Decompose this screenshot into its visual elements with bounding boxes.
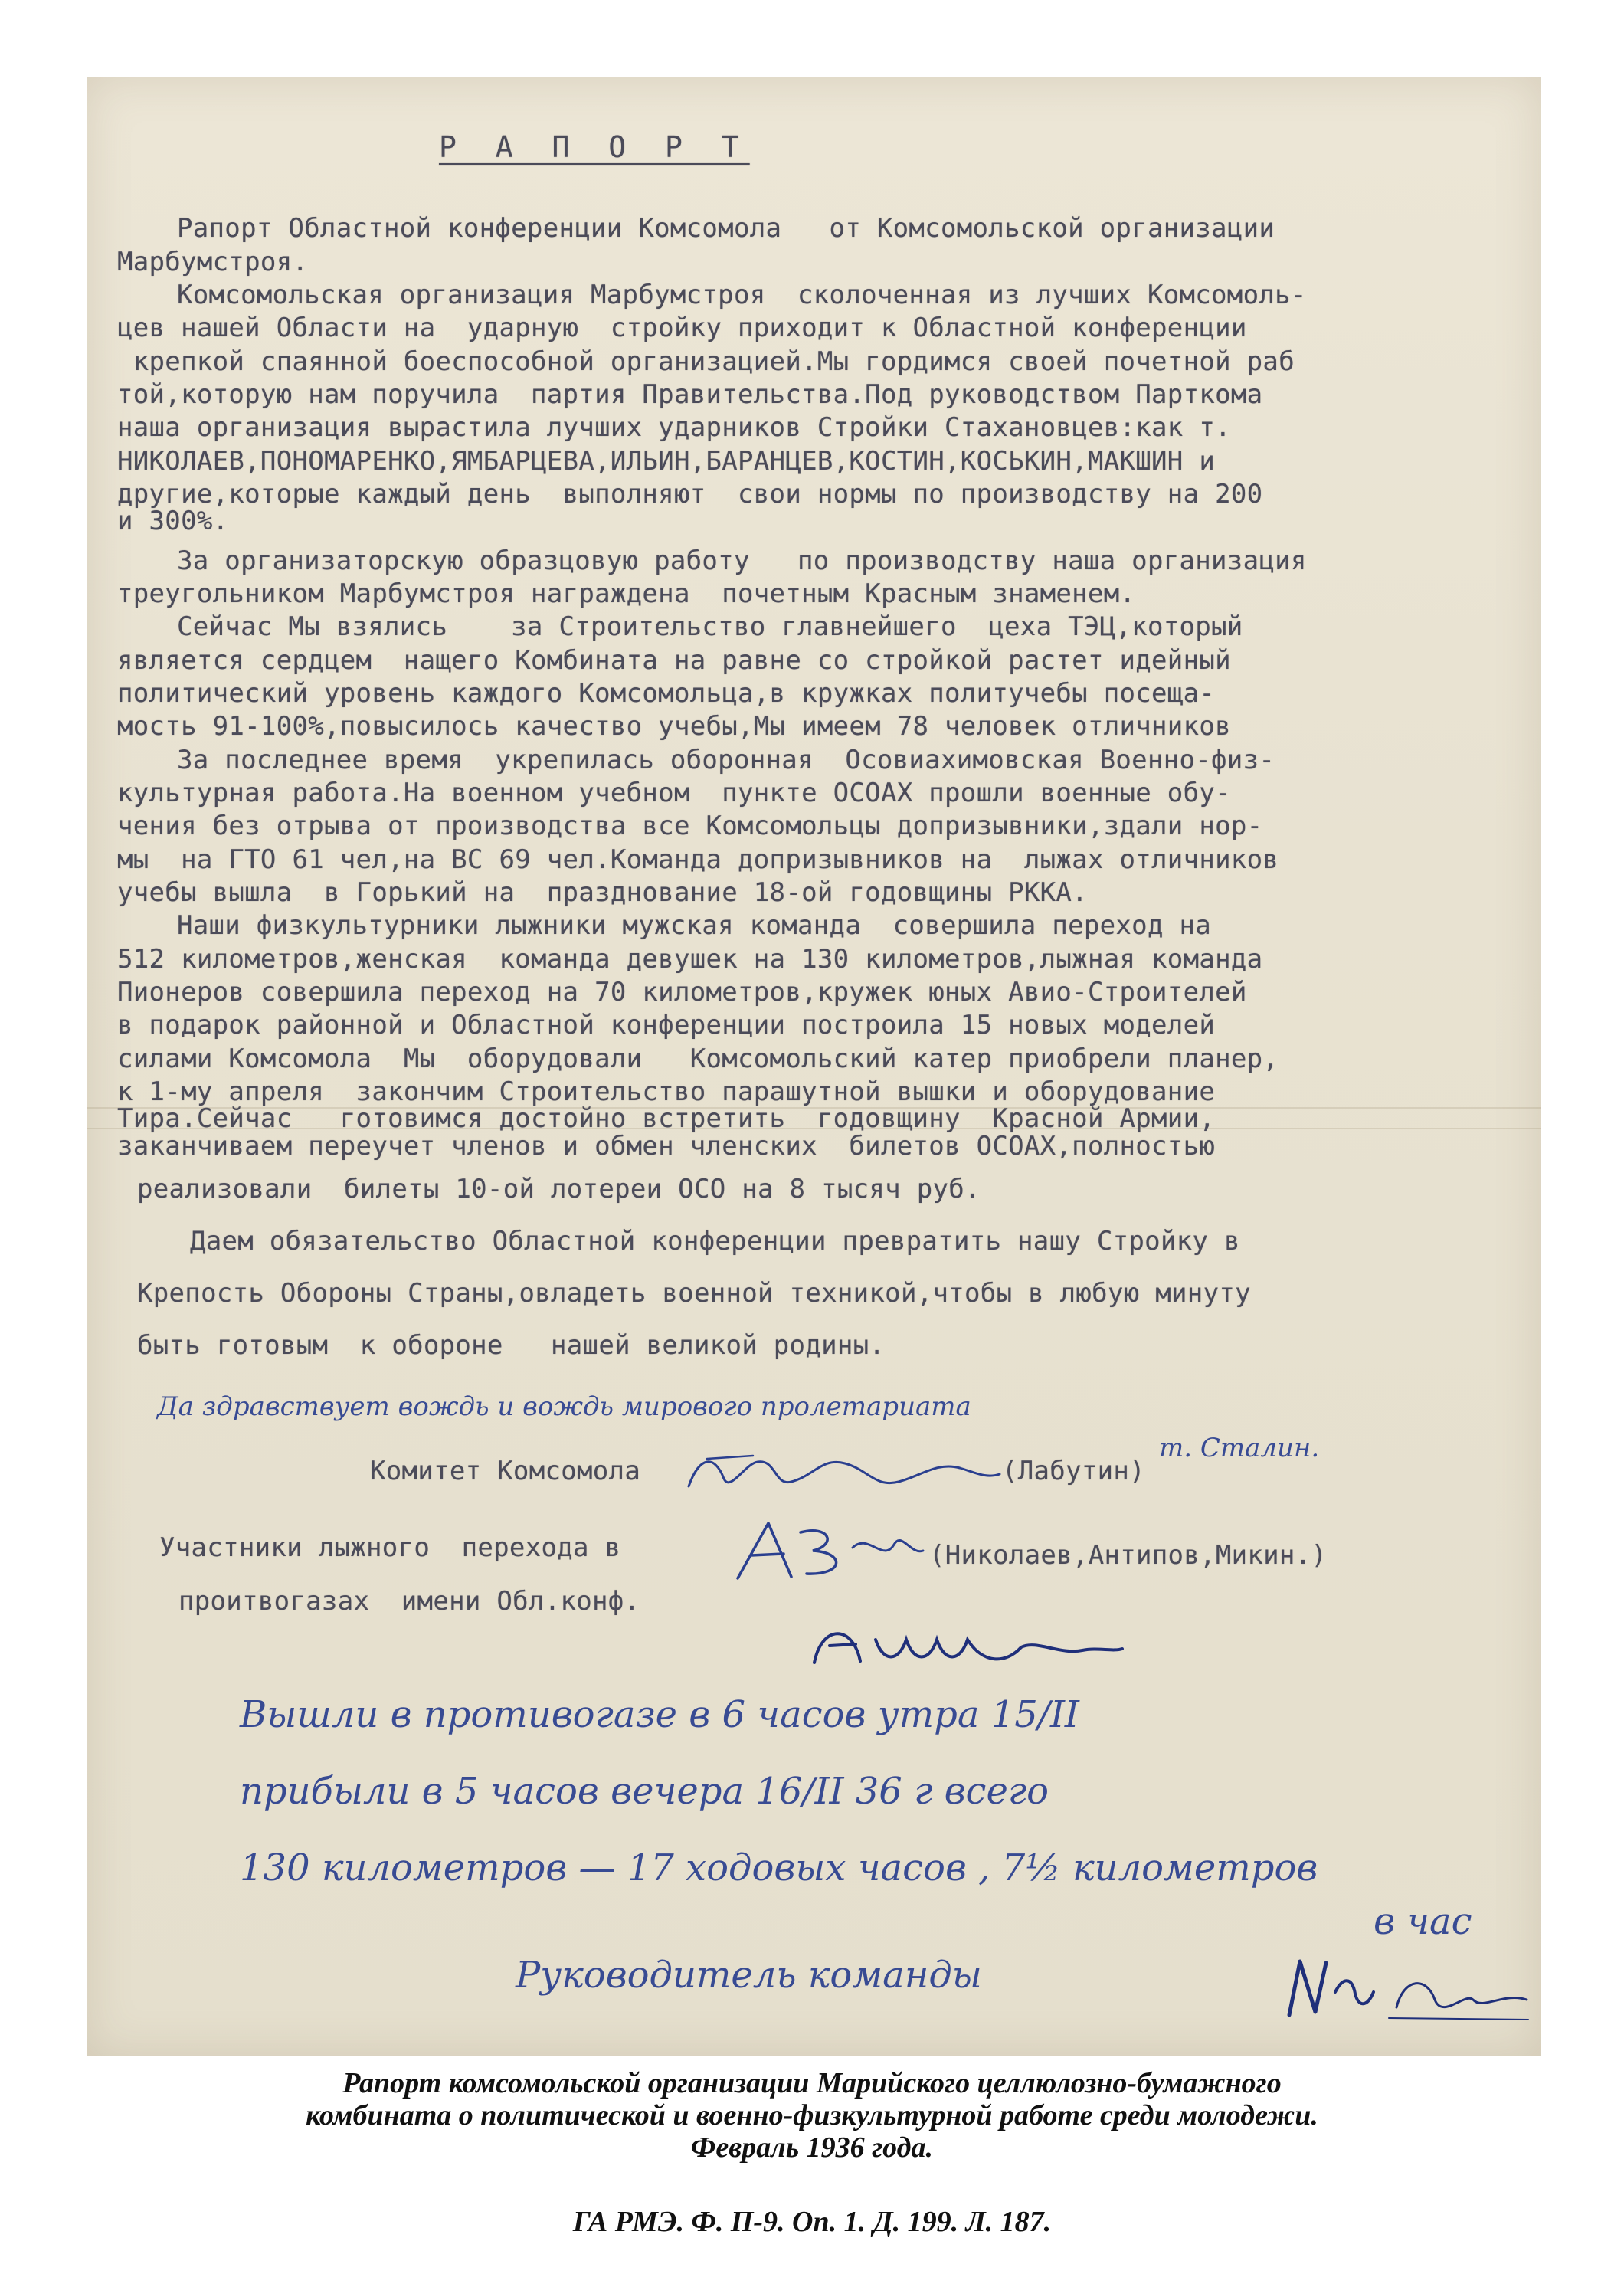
typed-line: крепкой спаянной боеспособной организацией.Мы гордимся своей почетной раб: [117, 346, 1295, 377]
typed-line: Рапорт Областной конференции Комсомола от Комсомольской организации: [177, 213, 1275, 244]
typed-line: Сейчас Мы взялись за Строительство главнейшего цеха ТЭЦ,который: [177, 611, 1243, 642]
handwritten-slogan-signoff: т. Сталин.: [1159, 1433, 1320, 1463]
typed-line: чения без отрыва от производства все Комсомольцы допризывники,здали нор-: [117, 811, 1263, 841]
typed-line: Даем обязательство Областной конференции превратить нашу Стройку в: [190, 1226, 1240, 1257]
typed-line: является сердцем нащего Комбината на равне со стройкой растет идейный: [117, 645, 1231, 676]
handwritten-note-line: Вышли в противогазе в 6 часов утра 15/II: [240, 1693, 1079, 1736]
handwritten-note-signoff: Руководитель команды: [516, 1954, 982, 1997]
typed-line: Комсомольская организация Марбумстроя сколоченная из лучших Комсомоль-: [177, 280, 1307, 310]
handwritten-note-line: 130 километров — 17 ходовых часов , 7½ километров: [240, 1846, 1318, 1889]
typed-line: наша организация вырастила лучших ударников Стройки Стахановцев:как т.: [117, 412, 1231, 443]
archive-reference: ГА РМЭ. Ф. П-9. Оп. 1. Д. 199. Л. 187.: [572, 2206, 1052, 2238]
participants-label-1: Участники лыжного перехода в: [159, 1532, 621, 1563]
document-title: Р А П О Р Т: [439, 130, 750, 164]
typed-line: цев нашей Области на ударную стройку приходит к Областной конференции: [117, 313, 1247, 343]
typed-line: 512 километров,женская команда девушек на 130 километров,лыжная команда: [117, 944, 1263, 975]
handwritten-note-line: в час: [1374, 1900, 1472, 1943]
participants-signature: [730, 1517, 929, 1586]
document-sheet: [87, 77, 1541, 2056]
typed-line: Марбумстроя.: [117, 247, 309, 277]
team-leader-signature: [1282, 1946, 1534, 2030]
handwritten-slogan: Да здравствует вождь и вождь мирового пролетариата: [157, 1391, 971, 1422]
committee-label: Комитет Комсомола: [370, 1456, 641, 1486]
caption-line: комбината о политической и военно-физкультурной работе среди молодежи.: [306, 2099, 1318, 2131]
typed-line: и 300%.: [117, 506, 229, 536]
typed-line: культурная работа.На военном учебном пункте ОСОАХ прошли военные обу-: [117, 778, 1231, 808]
typed-line: силами Комсомола Мы оборудовали Комсомольский катер приобрели планер,: [117, 1044, 1279, 1074]
caption-line: Рапорт комсомольской организации Марийского целлюлозно-бумажного: [342, 2067, 1282, 2099]
typed-line: быть готовым к обороне нашей великой родины.: [137, 1330, 886, 1361]
typed-line: мость 91-100%,повысилось качество учебы,Мы имеем 78 человек отличников: [117, 711, 1231, 742]
typed-line: той,которую нам поручила партия Правительства.Под руководством Парткома: [117, 379, 1263, 410]
typed-line: треугольником Марбумстроя награждена почетным Красным знаменем.: [117, 578, 1136, 609]
typed-line: За организаторскую образцовую работу по производству наша организация: [177, 546, 1307, 576]
typed-line: Пионеров совершила переход на 70 километров,кружек юных Авио-Строителей: [117, 977, 1247, 1008]
typed-line: к 1-му апреля закончим Строительство парашутной вышки и оборудование: [117, 1076, 1216, 1107]
typed-line: За последнее время укрепилась оборонная Осовиахимовская Военно-физ-: [177, 745, 1275, 775]
document-caption: [0, 2067, 1624, 2164]
typed-line: реализовали билеты 10-ой лотереи ОСО на 8 тысяч руб.: [137, 1174, 981, 1204]
typed-line: НИКОЛАЕВ,ПОНОМАРЕНКО,ЯМБАРЦЕВА,ИЛЬИН,БАРАНЦЕВ,КОСТИН,КОСЬКИН,МАКШИН и: [117, 446, 1216, 477]
mikin-signature: [807, 1617, 1128, 1678]
typed-line: политический уровень каждого Комсомольца,в кружках политучебы посеща-: [117, 678, 1216, 709]
participants-names: (Николаев,Антипов,Микин.): [929, 1540, 1328, 1571]
handwritten-note-line: прибыли в 5 часов вечера 16/II 36 г всего: [240, 1770, 1049, 1813]
typed-line: заканчиваем переучет членов и обмен членских билетов ОСОАХ,полностью: [117, 1131, 1216, 1162]
typed-line: в подарок районной и Областной конференции построила 15 новых моделей: [117, 1010, 1216, 1040]
typed-line: Наши физкультурники лыжники мужская команда совершила переход на: [177, 910, 1212, 941]
typed-line: Тира.Сейчас готовимся достойно встретить годовщину Красной Армии,: [117, 1103, 1216, 1134]
labutin-signature: [684, 1448, 1006, 1497]
typed-line: другие,которые каждый день выполняют свои нормы по производству на 200: [117, 479, 1263, 509]
caption-date: Февраль 1936 года.: [691, 2131, 933, 2164]
typed-line: Крепость Обороны Страны,овладеть военной техникой,чтобы в любую минуту: [137, 1278, 1251, 1309]
typed-line: учебы вышла в Горький на празднование 18-ой годовщины РККА.: [117, 877, 1088, 908]
committee-name: (Лабутин): [1002, 1456, 1145, 1486]
participants-label-2: проитвогазах имени Обл.конф.: [178, 1586, 640, 1617]
typed-line: мы на ГТО 61 чел,на ВС 69 чел.Команда допризывников на лыжах отличников: [117, 844, 1279, 875]
